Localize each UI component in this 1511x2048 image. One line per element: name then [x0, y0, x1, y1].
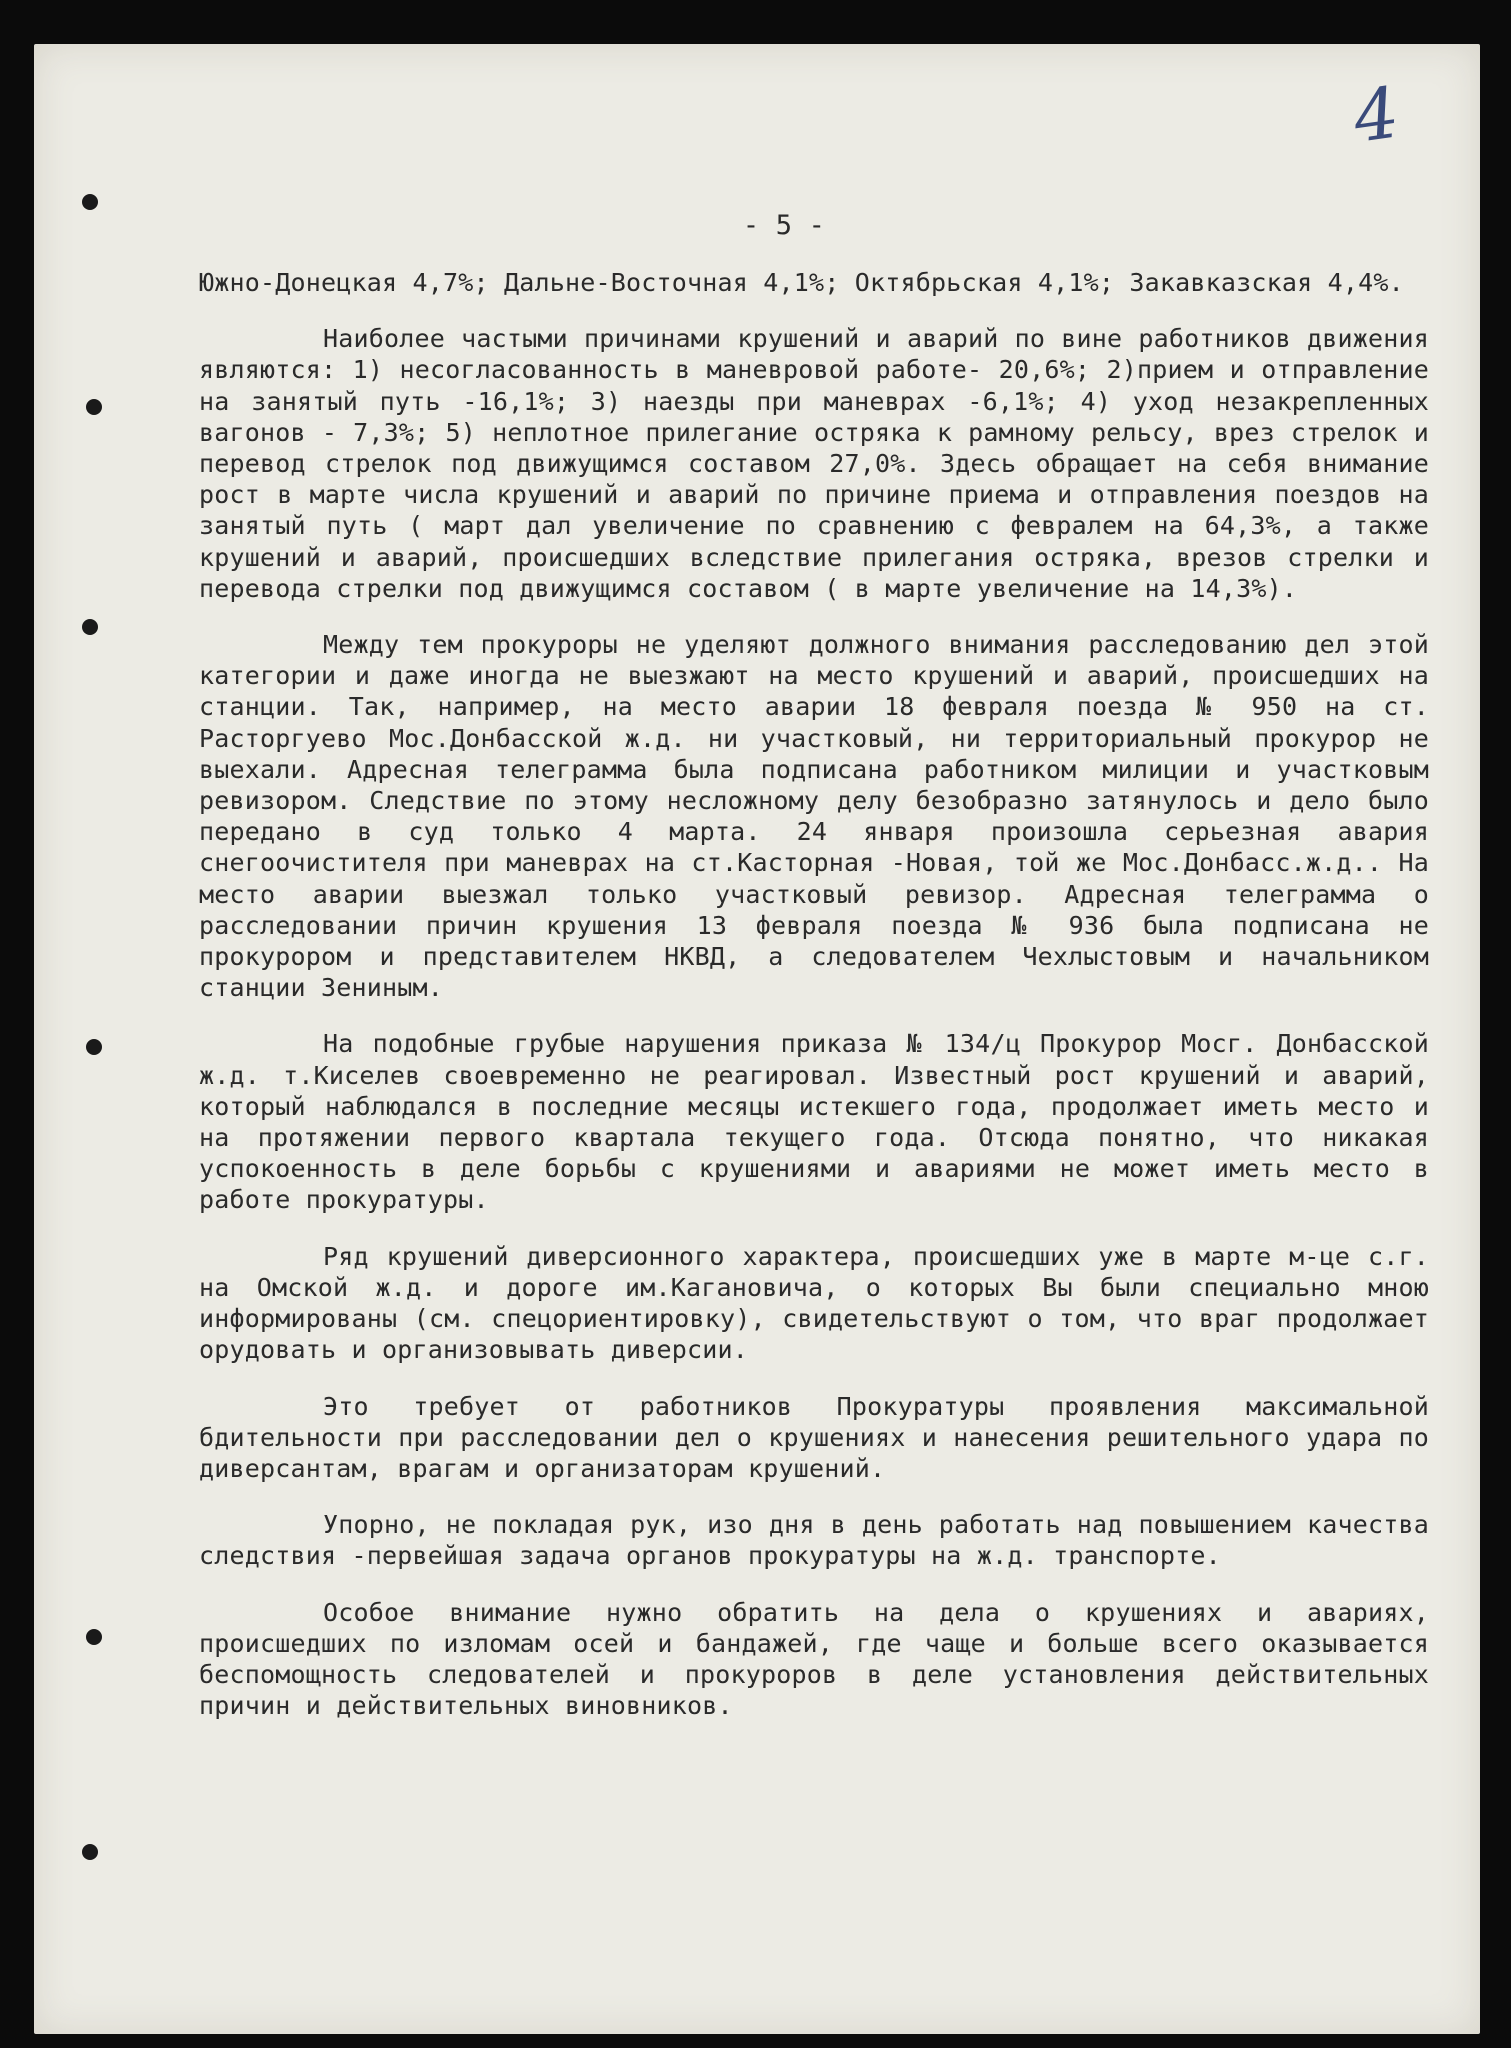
- paragraph: Между тем прокуроры не уделяют должного внимания расследованию дел этой категории и даже иногда не выезжают на место крушений и аварий, происшедших на станции. Так, например, на место аварии 18 февраля поезда № 950 на ст. Расторгуево Мос.Донбасской ж.д. ни участковый, ни территориальный прокурор не выехали. Адресная телеграмма была подписана работником милиции и участковым ревизором. Следствие по этому несложному делу безобразно затянулось и дело было передано в суд только 4 марта. 24 января произошла серьезная авария снегоочистителя при маневрах на ст.Касторная -Новая, той же Мос.Донбасс.ж.д.. На место аварии выезжал только участковый ревизор. Адресная телеграмма о расследовании причин крушения 13 февраля поезда № 936 была подписана не прокурором и представителем НКВД, а следователем Чехлыстовым и начальником станции Зениным.: [199, 630, 1429, 1003]
- document-body: [199, 144, 1429, 1746]
- binding-hole: [82, 619, 98, 635]
- binding-hole: [86, 399, 102, 415]
- page-number: - 5 -: [742, 210, 826, 241]
- paragraph: Ряд крушений диверсионного характера, происшедших уже в марте м-це с.г. на Омской ж.д. и дороге им.Кагановича, о которых Вы были специально мною информированы (см. спецориентировку), свидетельствуют о том, что враг продолжает орудовать и организовывать диверсии.: [199, 1241, 1429, 1365]
- paragraph: На подобные грубые нарушения приказа № 134/ц Прокурор Мосг. Донбасской ж.д. т.Киселев своевременно не реагировал. Известный рост крушений и аварий, который наблюдался в последние месяцы истекшего года, продолжает иметь место и на протяжении первого квартала текущего года. Отсюда понятно, что никакая успокоенность в деле борьбы с крушениями и авариями не может иметь место в работе прокуратуры.: [199, 1029, 1429, 1215]
- paragraph: Это требует от работников Прокуратуры проявления максимальной бдительности при расследовании дел о крушениях и нанесения решительного удара по диверсантам, врагам и организаторам крушений.: [199, 1391, 1429, 1483]
- paragraph: Наиболее частыми причинами крушений и аварий по вине работников движения являются: 1) несогласованность в маневровой работе- 20,6%; 2)прием и отправление на занятый путь -16,1%; 3) наезды при маневрах -6,1%; 4) уход незакрепленных вагонов - 7,3%; 5) неплотное прилегание остряка к рамному рельсу, врез стрелок и перевод стрелок под движущимся составом 27,0%. Здесь обращает на себя внимание рост в марте числа крушений и аварий по причине приема и отправления поездов на занятый путь ( март дал увеличение по сравнению с февралем на 64,3%, а также крушений и аварий, происшедших вследствие прилегания остряка, врезов стрелки и перевода стрелки под движущимся составом ( в марте увеличение на 14,3%).: [199, 324, 1429, 603]
- paragraph: Южно-Донецкая 4,7%; Дальне-Восточная 4,1%; Октябрьская 4,1%; Закавказская 4,4%.: [199, 268, 1404, 297]
- paragraph: Особое внимание нужно обратить на дела о крушениях и авариях, происшедших по изломам осей и бандажей, где чаще и больше всего оказывается беспомощность следователей и прокуроров в деле установления действительных причин и действительных виновников.: [199, 1597, 1429, 1721]
- binding-hole: [82, 194, 98, 210]
- binding-hole: [82, 1844, 98, 1860]
- paragraph: Упорно, не покладая рук, изо дня в день работать над повышением качества следствия -первейшая задача органов прокуратуры на ж.д. транспорте.: [199, 1510, 1429, 1571]
- folio-number: 4: [1348, 71, 1405, 159]
- document-page: [34, 44, 1480, 2034]
- binding-hole: [86, 1039, 102, 1055]
- binding-hole: [86, 1629, 102, 1645]
